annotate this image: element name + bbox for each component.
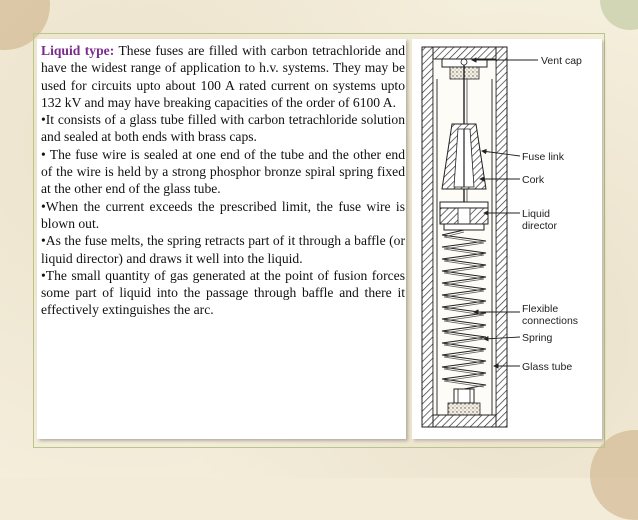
label-vent-cap-text: Vent cap xyxy=(541,55,582,67)
paragraph-1-text: These fuses are filled with carbon tetrachloride and have the widest range of application to h.v. systems. They may be used for circuits upto about 100 A rated current on systems upto 132 kV and may have breaking capacities of the order of 6100 A. xyxy=(41,43,405,110)
label-spring-text: Spring xyxy=(522,332,553,344)
label-fuse-link-text: Fuse link xyxy=(522,151,565,163)
liquid-director-shape xyxy=(440,202,488,230)
label-liquid-director-text-2: director xyxy=(522,220,558,232)
fuse-diagram-panel xyxy=(412,39,602,439)
bullet-5: •The small quantity of gas generated at the point of fusion forces some part of liquid into the passage through baffle and there it effectively extinguishes the arc. xyxy=(41,267,405,318)
bullet-2: • The fuse wire is sealed at one end of the tube and the other end of the wire is held by a strong phosphor bronze spiral spring fixed at the other end of the glass tube. xyxy=(41,146,405,197)
label-liquid-director-text-1: Liquid xyxy=(522,208,551,220)
paragraph-liquid-type xyxy=(41,42,405,111)
label-flexible-text-2: connections xyxy=(522,315,579,327)
label-cork-text: Cork xyxy=(522,174,545,186)
bullet-1: •It consists of a glass tube filled with carbon tetrachloride solution and sealed at both ends with brass caps. xyxy=(41,112,405,145)
text-panel xyxy=(37,39,406,439)
label-glass-tube-text: Glass tube xyxy=(522,361,573,373)
fuse-diagram xyxy=(412,39,602,439)
bullet-3: •When the current exceeds the prescribed limit, the fuse wire is blown out. xyxy=(41,198,405,231)
bullet-4: •As the fuse melts, the spring retracts part of it through a baffle (or liquid director) and draws it well into the liquid. xyxy=(41,233,405,266)
title-liquid-type: Liquid type: xyxy=(41,43,115,58)
label-flexible-text-1: Flexible xyxy=(522,303,559,315)
text-body xyxy=(41,42,405,319)
